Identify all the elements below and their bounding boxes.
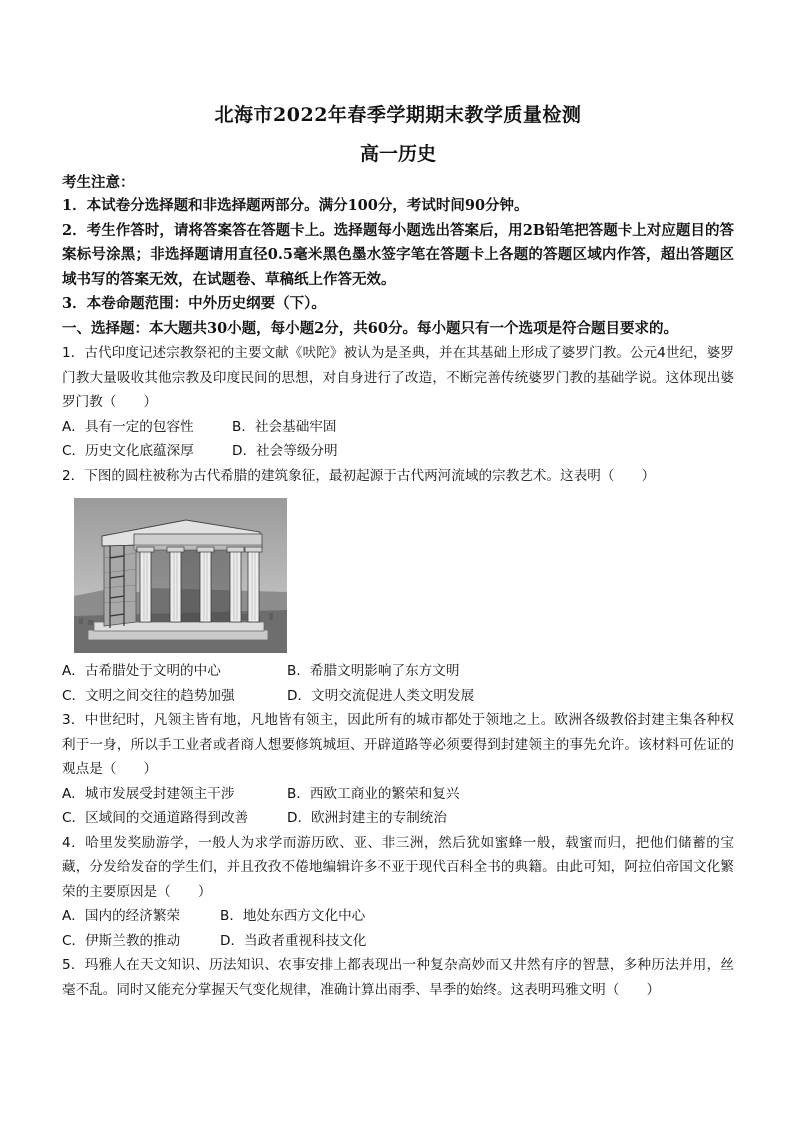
notice-item-2: 2．考生作答时，请将答案答在答题卡上。选择题每小题选出答案后，用2B铅笔把答题卡上对应题目的答案标号涂黑；非选择题请用直径0.5毫米黑色墨水签字笔在答题卡上各题的答题区域内作答，超出答题区域书写的答案无效，在试题卷、草稿纸上作答无效。 <box>62 221 734 288</box>
question-3-options-row-2 <box>62 806 734 831</box>
question-4-options-row-2 <box>62 929 734 954</box>
question-4-option-d: D．当政者重视科技文化 <box>220 932 367 949</box>
question-2-options-row-2 <box>62 684 734 709</box>
question-4-option-c: C．伊斯兰教的推动 <box>62 932 181 949</box>
question-1-option-a: A．具有一定的包容性 <box>62 418 194 435</box>
question-1-option-b: B．社会基础牢固 <box>232 418 337 435</box>
question-3-options-row-1 <box>62 782 734 807</box>
question-3-stem: 3．中世纪时，凡领主皆有地，凡地皆有领主，因此所有的城市都处于领地之上。欧洲各级教俗封建主集各种权利于一身，所以手工业者或者商人想要修筑城垣、开辟道路等必须要得到封建领主的事先允许。该材料可佐证的观点是（ ） <box>62 712 734 777</box>
question-4-option-a: A．国内的经济繁荣 <box>62 908 181 924</box>
question-1-option-c: C．历史文化底蕴深厚 <box>62 443 194 459</box>
question-4-option-b: B．地处东西方文化中心 <box>220 908 366 924</box>
exam-page <box>62 98 734 1002</box>
question-2-stem: 2．下图的圆柱被称为古代希腊的建筑象征，最初起源于古代两河流域的宗教艺术。这表明（ ） <box>62 467 656 484</box>
question-3-option-a: A．城市发展受封建领主干涉 <box>62 785 235 802</box>
question-1-options-row-1 <box>62 415 734 440</box>
notice-item-3: 3．本卷命题范围：中外历史纲要（下）。 <box>62 295 326 312</box>
question-2-option-d: D．文明交流促进人类文明发展 <box>287 687 475 704</box>
question-2-options-row-1 <box>62 659 734 684</box>
question-1-options-row-2 <box>62 439 734 464</box>
exam-title: 北海市2022年春季学期期末教学质量检测 <box>214 104 582 126</box>
question-3-option-c: C．区域间的交通道路得到改善 <box>62 810 249 826</box>
question-4-stem: 4．哈里发奖励游学，一般人为求学而游历欧、亚、非三洲，然后犹如蜜蜂一般，载蜜而归，把他们储蓄的宝藏，分发给发奋的学生们，并且孜孜不倦地编辑许多不亚于现代百科全书的典籍。由此可知，阿拉伯帝国文化繁荣的主要原因是（ ） <box>62 834 734 900</box>
question-2-option-c: C．文明之间交往的趋势加强 <box>62 687 235 704</box>
question-3-option-b: B．西欧工商业的繁荣和复兴 <box>287 785 460 802</box>
exam-subject: 高一历史 <box>359 143 436 165</box>
question-5-stem: 5．玛雅人在天文知识、历法知识、农事安排上都表现出一种复杂高妙而又井然有序的智慧，多种历法并用，丝毫不乱。同时又能充分掌握天气变化规律，准确计算出雨季、旱季的始终。这表明玛雅文明（ ） <box>62 957 734 998</box>
question-1-option-d: D．社会等级分明 <box>232 443 338 459</box>
notice-item-1: 1．本试卷分选择题和非选择题两部分。满分100分，考试时间90分钟。 <box>62 197 529 214</box>
question-3-option-d: D．欧洲封建主的专制统治 <box>287 810 447 826</box>
question-4-options-row-1 <box>62 904 734 929</box>
question-2-option-b: B．希腊文明影响了东方文明 <box>287 663 460 679</box>
greek-temple-photo <box>74 498 287 653</box>
question-1-stem: 1．古代印度记述宗教祭祀的主要文献《吠陀》被认为是圣典，并在其基础上形成了婆罗门教。公元4世纪，婆罗门教大量吸收其他宗教及印度民间的思想，对自身进行了改造，不断完善传统婆罗门教的基础学说。这体现出婆罗门教（ ） <box>62 345 734 410</box>
section-heading: 一、选择题：本大题共30小题，每小题2分，共60分。每小题只有一个选项是符合题目要求的。 <box>62 319 678 337</box>
notice-heading: 考生注意： <box>62 174 135 191</box>
question-2-option-a: A．古希腊处于文明的中心 <box>62 663 221 679</box>
